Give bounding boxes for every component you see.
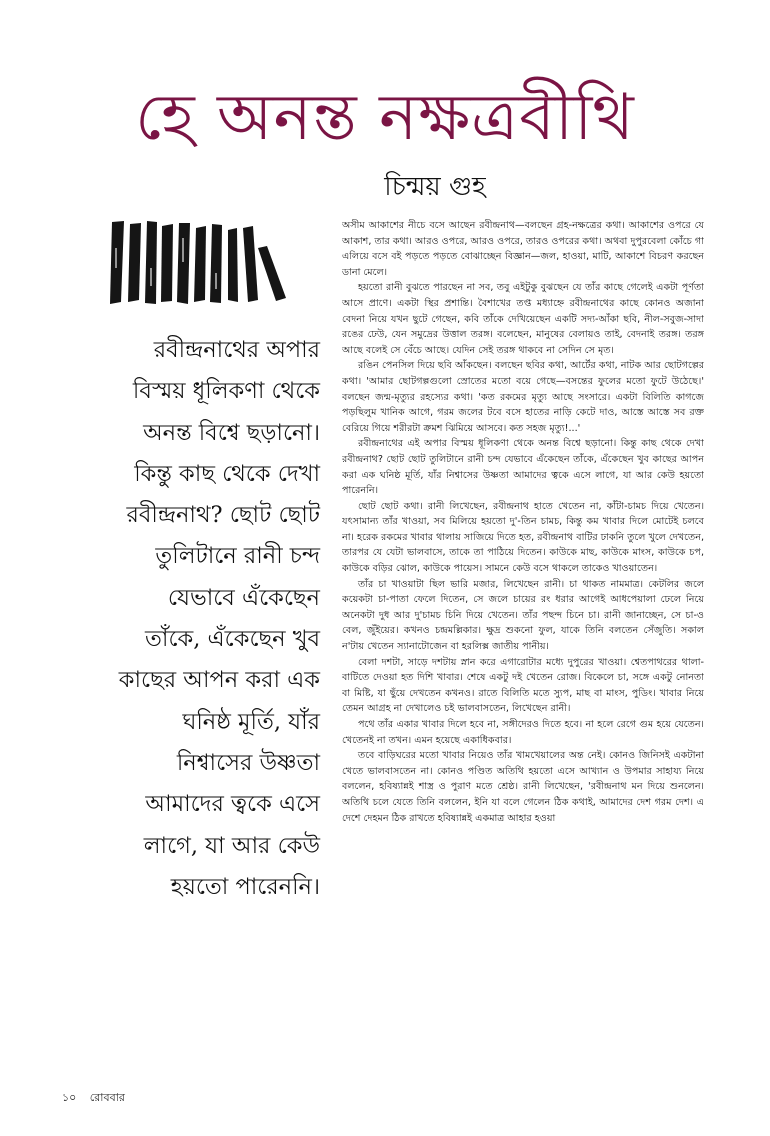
pull-quote	[40, 330, 320, 908]
article-body	[342, 218, 704, 1063]
brush-stroke-illustration	[104, 218, 294, 308]
pull-quote-line: বিস্ময় ধূলিকণা থেকে	[132, 378, 320, 405]
author-name: চিন্ময় গুহ	[384, 172, 486, 202]
article-paragraph: তবে বাড়িঘরের মতো খাবার নিয়েও তাঁর খামখেয়ালের অন্ত নেই। কোনও জিনিসই একটানা খেতে ভালবাসতেন না। কোনও পণ্ডিত অতিথি হয়তো এসে আখ্যান ও উপমার সাহায্য নিয়ে বললেন, হবিষ্যান্নই শাস্ত্র ও পুরাণ মতে শ্রেষ্ঠ। রানী লিখেছেন, 'রবীন্দ্রনাথ মন দিয়ে শুনলেন। অতিথি চলে যেতে তিনি বললেন, ইনি যা বলে গেলেন ঠিক কথাই, আমাদের দেশ গরম দেশ। এ দেশে দেহমন ঠিক রাখতে হবিষ্যান্নই একমাত্র আহার হওয়া	[342, 750, 704, 824]
pull-quote-line: যেভাবে এঁকেছেন	[167, 584, 320, 611]
page-number: ১০	[62, 1091, 77, 1104]
pull-quote-line: হয়তো পারেননি।	[170, 873, 320, 900]
article-paragraph: পথে তাঁর একার খাবার দিলে হবে না, সঙ্গীদেরও দিতে হবে। না হলে রেগে গুম হয়ে যেতেন। খেতেনই না তখন। এমন হয়েছে একাধিকবার।	[342, 719, 704, 746]
pull-quote-line: লাগে, যা আর কেউ	[143, 832, 320, 859]
pull-quote-line: রবীন্দ্রনাথ? ছোট ছোট	[126, 502, 320, 529]
page-footer	[62, 1090, 135, 1106]
article-paragraph: ছোট ছোট কথা। রানী লিখেছেন, রবীন্দ্রনাথ হাতে খেতেন না, কাঁটা-চামচ দিয়ে খেতেন। যৎসামান্য তাঁর খাওয়া, সব মিলিয়ে হয়তো দু'-তিন চামচ, কিন্তু কম খাবার দিলে মোটেই চলবে না। হরেক রকমের খাবার থালায় সাজিয়ে দিতে হত, রবীন্দ্রনাথ বাটির ঢাকনি তুলে খুলে দেখতেন, তারপর যে যেটা ভালবাসে, তাকে তা পাঠিয়ে দিতেন। কাউকে মাছ, কাউকে মাংস, কাউকে চপ, কাউকে বড়ির ঝোল, কাউকে পায়েস। সামনে কেউ বসে থাকলে তাকেও খাওয়াতেন।	[342, 500, 704, 575]
article-paragraph: তাঁর চা খাওয়াটা ছিল ভারি মজার, লিখেছেন রানী। চা থাকত নামমাত্র। কেটলির জলে কয়েকটা চা-পাতা ফেলে দিতেন, সে জলে চায়ের রং ধরার আগেই আধপেয়ালা ঢেলে নিয়ে অনেকটা দুধ আর দু'চামচ চিনি দিয়ে খেতেন। তাঁর পছন্দ চিনে চা। রানী জানাচ্ছেন, সে চা-ও বেল, জুঁইয়ের। কখনও চন্দ্রমল্লিকার। ক্ষুদ্র শুকনো ফুল, যাকে তিনি বলতেন সেঁজুতি। সকাল ন'টায় খেতেন স্যানাটোজেন বা হরলিক্স জাতীয় পানীয়।	[342, 578, 704, 653]
article-paragraph: রঙিন পেনসিল দিয়ে ছবি আঁকছেন। বলছেন ছবির কথা, আর্টের কথা, নাটক আর ছোটগল্পের কথা। 'আমার ছোটগল্পগুলো স্রোতের মতো বয়ে গেছে—বসন্তের ফুলের মতো ফুটে উঠেছে।' বলছেন জন্ম-মৃত্যুর রহস্যের কথা। 'কত রকমের মৃত্যু আছে সংসারে। একটা বিলিতি কাগজে পড়ছিলুম খানিক আগে, গরম জলের টবে বসে হাতের নাড়ি কেটে দাও, আস্তে আস্তে সব রক্ত বেরিয়ে গিয়ে শরীরটা ক্রমশ ঝিমিয়ে আসবে। কত সহজ মৃত্যু!...'	[342, 360, 704, 434]
pull-quote-line: কিন্তু কাছ থেকে দেখা	[134, 460, 320, 487]
article-title: হে অনন্ত নক্ষত্রবীথি	[135, 81, 635, 155]
article-paragraph: বেলা দশটা, সাড়ে দশটায় স্নান করে এগারোটার মধ্যে দুপুরের খাওয়া। শ্বেতপাথরের থালা-বাটিতে দেওয়া হত দিশি খাবার। শেষে একটু দই খেতেন রোজ। বিকেলে চা, সঙ্গে একটু নোনতা বা মিষ্টি, যা ছুঁয়ে দেখতেন কখনও। রাতে বিলিতি মতে স্যুপ, মাছ বা মাংস, পুডিং। খাবার নিয়ে তেমন আগ্রহ না দেখালেও চই ভালবাসতেন, লিখেছেন রানী।	[342, 656, 704, 715]
pull-quote-line: অনন্ত বিশ্বে ছড়ানো।	[143, 419, 320, 446]
pull-quote-line: কাছের আপন করা এক	[118, 667, 320, 694]
pull-quote-line: রবীন্দ্রনাথের অপার	[153, 337, 320, 363]
pull-quote-line: ঘনিষ্ঠ মূর্তি, যাঁর	[182, 708, 320, 735]
pull-quote-line: নিশ্বাসের উষ্ণতা	[176, 749, 320, 776]
pull-quote-line: তাঁকে, এঁকেছেন খুব	[145, 626, 320, 653]
pull-quote-line: আমাদের ত্বকে এসে	[145, 791, 320, 818]
magazine-name: রোববার	[89, 1091, 125, 1104]
article-paragraph: অসীম আকাশের নীচে বসে আছেন রবীন্দ্রনাথ—বলছেন গ্রহ-নক্ষত্রের কথা। আকাশের ওপরে যে আকাশ, তার কথা। আরও ওপরে, আরও ওপরে, তারও ওপরের কথা। অথবা দুপুরবেলা কোঁচে গা এলিয়ে বসে বই পড়তে পড়তে বোঝাচ্ছেন বিজ্ঞান—জল, হাওয়া, মাটি, আকাশে বিচরণ করছেন ডানা মেলে।	[342, 220, 704, 278]
article-paragraph: হয়তো রানী বুঝতে পারছেন না সব, তবু এইটুকু বুঝছেন যে তাঁর কাছে গেলেই একটা পূর্ণতা আসে প্রাণে। একটা স্থির প্রশান্তি। বৈশাখের তপ্ত মধ্যাহ্নে রবীন্দ্রনাথের কাছে কোনও অজানা বেদনা নিয়ে যখন ছুটে গেছেন, কবি তাঁকে দেখিয়েছেন একটি সদ্য-আঁকা ছবি, নীল-সবুজ-সাদা রঙের ঢেউ, যেন সমুদ্রের উত্তাল তরঙ্গ। বলেছেন, মানুষের বেলায়ও তাই, বেদনাই তরঙ্গ। তরঙ্গ আছে বলেই সে বেঁচে আছে। যেদিন সেই তরঙ্গ থাকবে না সেদিন সে মৃত।	[342, 282, 704, 356]
article-paragraph: রবীন্দ্রনাথের এই অপার বিস্ময় ধূলিকণা থেকে অনন্ত বিশ্বে ছড়ানো। কিন্তু কাছ থেকে দেখা রবীন্দ্রনাথ? ছোট ছোট তুলিটানে রানী চন্দ যেভাবে এঁকেছেন তাঁকে, এঁকেছেন খুব কাছের আপন করা এক ঘনিষ্ঠ মূর্তি, যাঁর নিশ্বাসের উষ্ণতা আমাদের ত্বকে এসে লাগে, যা আর কেউ হয়তো পারেননি।	[342, 438, 704, 497]
pull-quote-line: তুলিটানে রানী চন্দ	[155, 543, 320, 570]
